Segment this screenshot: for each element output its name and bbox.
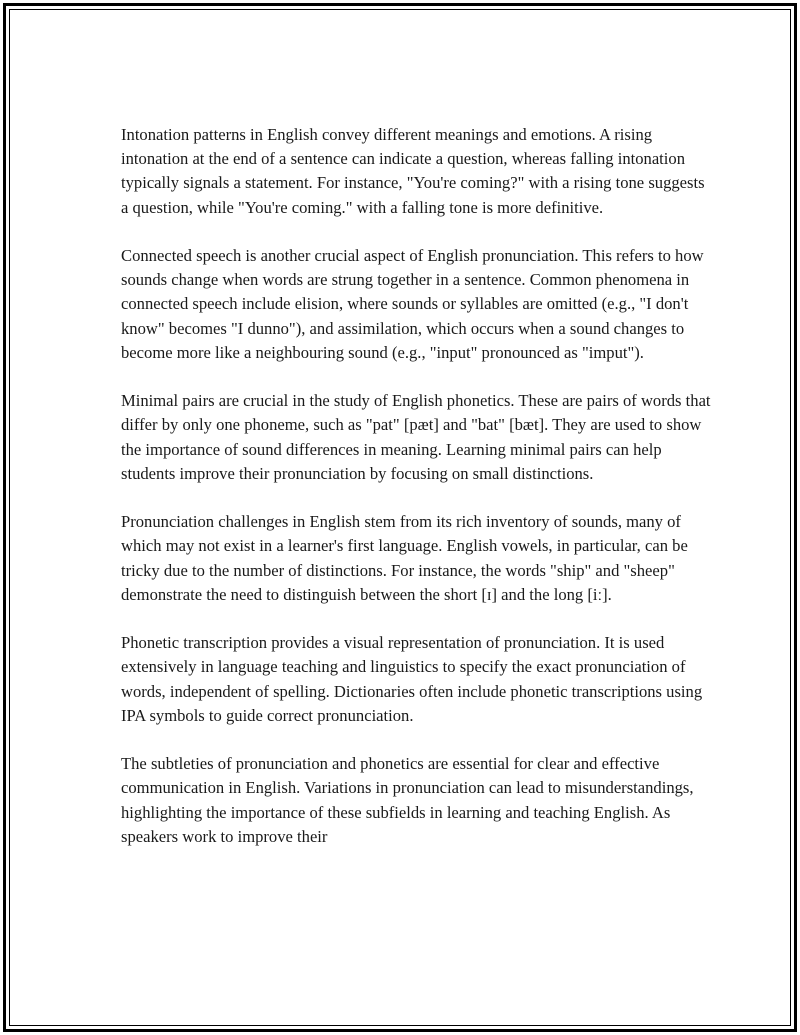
paragraph-subtleties: The subtleties of pronunciation and phonetics are essential for clear and effective communication in English. Variations in pronunciation can lead to misunderstandings, highlighting the importance of these subfields in learning and teaching English. As speakers work to improve their [121,754,694,846]
paragraph-connected-speech: Connected speech is another crucial aspect of English pronunciation. This refers to how sounds change when words are strung together in a sentence. Common phenomena in connected speech include elision, where sounds or syllables are omitted (e.g., "I don't know" becomes "I dunno"), and assimilation, which occurs when a sound changes to become more like a neighbouring sound (e.g., "input" pronounced as "imput"). [121,246,704,362]
document-body [121,123,711,873]
paragraph-minimal-pairs: Minimal pairs are crucial in the study of English phonetics. These are pairs of words that differ by only one phoneme, such as "pat" [pæt] and "bat" [bæt]. They are used to show the importance of sound differences in meaning. Learning minimal pairs can help students improve their pronunciation by focusing on small distinctions. [121,391,711,483]
paragraph-pronunciation-challenges: Pronunciation challenges in English stem from its rich inventory of sounds, many of which may not exist in a learner's first language. English vowels, in particular, can be tricky due to the number of distinctions. For instance, the words "ship" and "sheep" demonstrate the need to distinguish between the short [ɪ] and the long [iː]. [121,512,688,604]
paragraph-intonation: Intonation patterns in English convey different meanings and emotions. A rising intonation at the end of a sentence can indicate a question, whereas falling intonation typically signals a statement. For instance, "You're coming?" with a rising tone suggests a question, while "You're coming." with a falling tone is more definitive. [121,125,705,217]
paragraph-phonetic-transcription: Phonetic transcription provides a visual representation of pronunciation. It is used extensively in language teaching and linguistics to specify the exact pronunciation of words, independent of spelling. Dictionaries often include phonetic transcriptions using IPA symbols to guide correct pronunciation. [121,633,703,725]
page-frame [3,3,797,1032]
